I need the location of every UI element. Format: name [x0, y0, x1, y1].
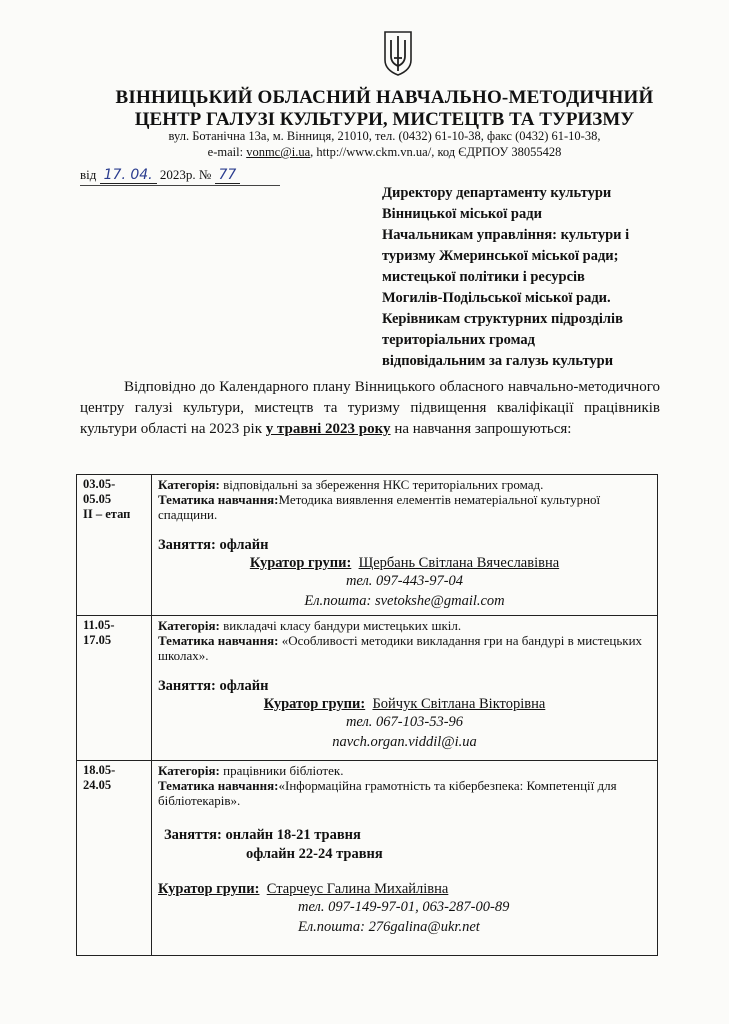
header-divider: [80, 185, 280, 186]
org-title-line2: ЦЕНТР ГАЛУЗІ КУЛЬТУРИ, МИСТЕЦТВ ТА ТУРИЗМУ: [134, 109, 635, 130]
org-title-line1: ВІННИЦЬКИЙ ОБЛАСНИЙ НАВЧАЛЬНО-МЕТОДИЧНИЙ: [115, 87, 654, 108]
table-row: [77, 616, 658, 761]
curator-email[interactable]: Ел.пошта: svetokshe@gmail.com: [304, 593, 505, 609]
org-address: вул. Ботанічна 13а, м. Вінниця, 21010, тел. (0432) 61-10-38, факс (0432) 61-10-38,: [168, 129, 601, 143]
session-topic: Методика виявлення елементів нематеріальної культурної спадщини.: [158, 492, 601, 522]
table-row: [77, 475, 658, 616]
session-category: працівники бібліотек.: [219, 763, 344, 778]
handwritten-date: 17. 04.: [100, 167, 157, 184]
intro-paragraph: Відповідно до Календарного плану Вінницького обласного навчально-методичного центру галузі культури, мистецтв та туризму підвищення кваліфікації працівників культури області на 2023 рік у травні 2023 року на навчання запрошуються:: [80, 379, 660, 437]
session-mode: Заняття: офлайн: [158, 537, 269, 553]
intro-emphasis: у травні 2023 року: [265, 421, 391, 437]
session-details: Категорія: працівники бібліотек. Тематика навчання:«Інформаційна грамотність та кібербезпека: Компетенції для бібліотекарів». Заняття: онлайн 18-21 травня офлайн 22-24 травня Куратор групи: Старчеус Галина Михайлівна тел. 097-149-97-01, 063-287-00-89 Ел.пошта: 276galina@ukr.net: [152, 761, 658, 956]
session-details: Категорія: відповідальні за збереження НКС територіальних громад. Тематика навчання:Методика виявлення елементів нематеріальної культурної спадщини. Заняття: офлайн Куратор групи: Щербань Світлана Вячеславівна тел. 097-443-97-04 Ел.пошта: svetokshe@gmail.com: [152, 475, 658, 616]
table-row: [77, 761, 658, 956]
recipient-line: Начальникам управління: культури і: [382, 227, 630, 243]
handwritten-number: 77: [215, 167, 241, 184]
date-cell: 18.05- 24.05: [77, 761, 152, 956]
curator-phone: тел. 067-103-53-96: [345, 714, 464, 730]
recipients-block: [382, 183, 702, 372]
date-cell: 11.05- 17.05: [77, 616, 152, 761]
recipient-line: Директору департаменту культури: [382, 185, 612, 201]
curator-email[interactable]: Ел.пошта: 276galina@ukr.net: [298, 919, 480, 935]
session-topic: «Особливості методики викладання гри на бандурі в мистецьких школах».: [158, 633, 643, 663]
recipient-line: відповідальним за галузь культури: [382, 353, 614, 369]
org-contacts: e-mail: vonmc@i.ua, http://www.ckm.vn.ua/, код ЄДРПОУ 38055428: [207, 145, 562, 159]
recipient-line: територіальних громад: [382, 332, 536, 348]
recipient-line: Керівникам структурних підрозділів: [382, 311, 623, 327]
session-curator: Куратор групи: Бойчук Світлана Вікторівна: [263, 696, 546, 712]
outgoing-reference: від 17. 04. 2023р. № 77: [80, 167, 240, 184]
date-cell: 03.05- 05.05 II – етап: [77, 475, 152, 616]
session-curator: Куратор групи: Старчеус Галина Михайлівна: [158, 881, 449, 897]
recipient-line: Вінницької міської ради: [382, 206, 542, 222]
session-mode-offline: офлайн 22-24 травня: [246, 846, 383, 862]
email-link[interactable]: vonmc@i.ua: [246, 145, 311, 159]
session-category: викладачі класу бандури мистецьких шкіл.: [219, 618, 462, 633]
curator-email[interactable]: navch.organ.viddil@i.ua: [332, 734, 477, 750]
session-category: відповідальні за збереження НКС територіальних громад.: [219, 477, 544, 492]
session-topic: «Інформаційна грамотність та кібербезпека: Компетенції для бібліотекарів».: [158, 778, 617, 808]
recipient-line: Могилів-Подільської міської ради.: [382, 290, 611, 306]
curator-phone: тел. 097-149-97-01, 063-287-00-89: [298, 899, 510, 915]
session-mode: Заняття: офлайн: [158, 678, 269, 694]
curator-phone: тел. 097-443-97-04: [345, 573, 464, 589]
recipient-line: мистецької політики і ресурсів: [382, 269, 585, 285]
schedule-table: [76, 474, 658, 956]
session-details: Категорія: викладачі класу бандури мистецьких шкіл. Тематика навчання: «Особливості методики викладання гри на бандурі в мистецьких школах». Заняття: офлайн Куратор групи: Бойчук Світлана Вікторівна тел. 067-103-53-96 navch.organ.viddil@i.ua: [152, 616, 658, 761]
session-curator: Куратор групи: Щербань Світлана Вячеславівна: [249, 555, 560, 571]
recipient-line: туризму Жмеринської міської ради;: [382, 248, 619, 264]
coat-of-arms-icon: [383, 30, 413, 76]
session-mode: Заняття: онлайн 18-21 травня: [164, 827, 361, 843]
